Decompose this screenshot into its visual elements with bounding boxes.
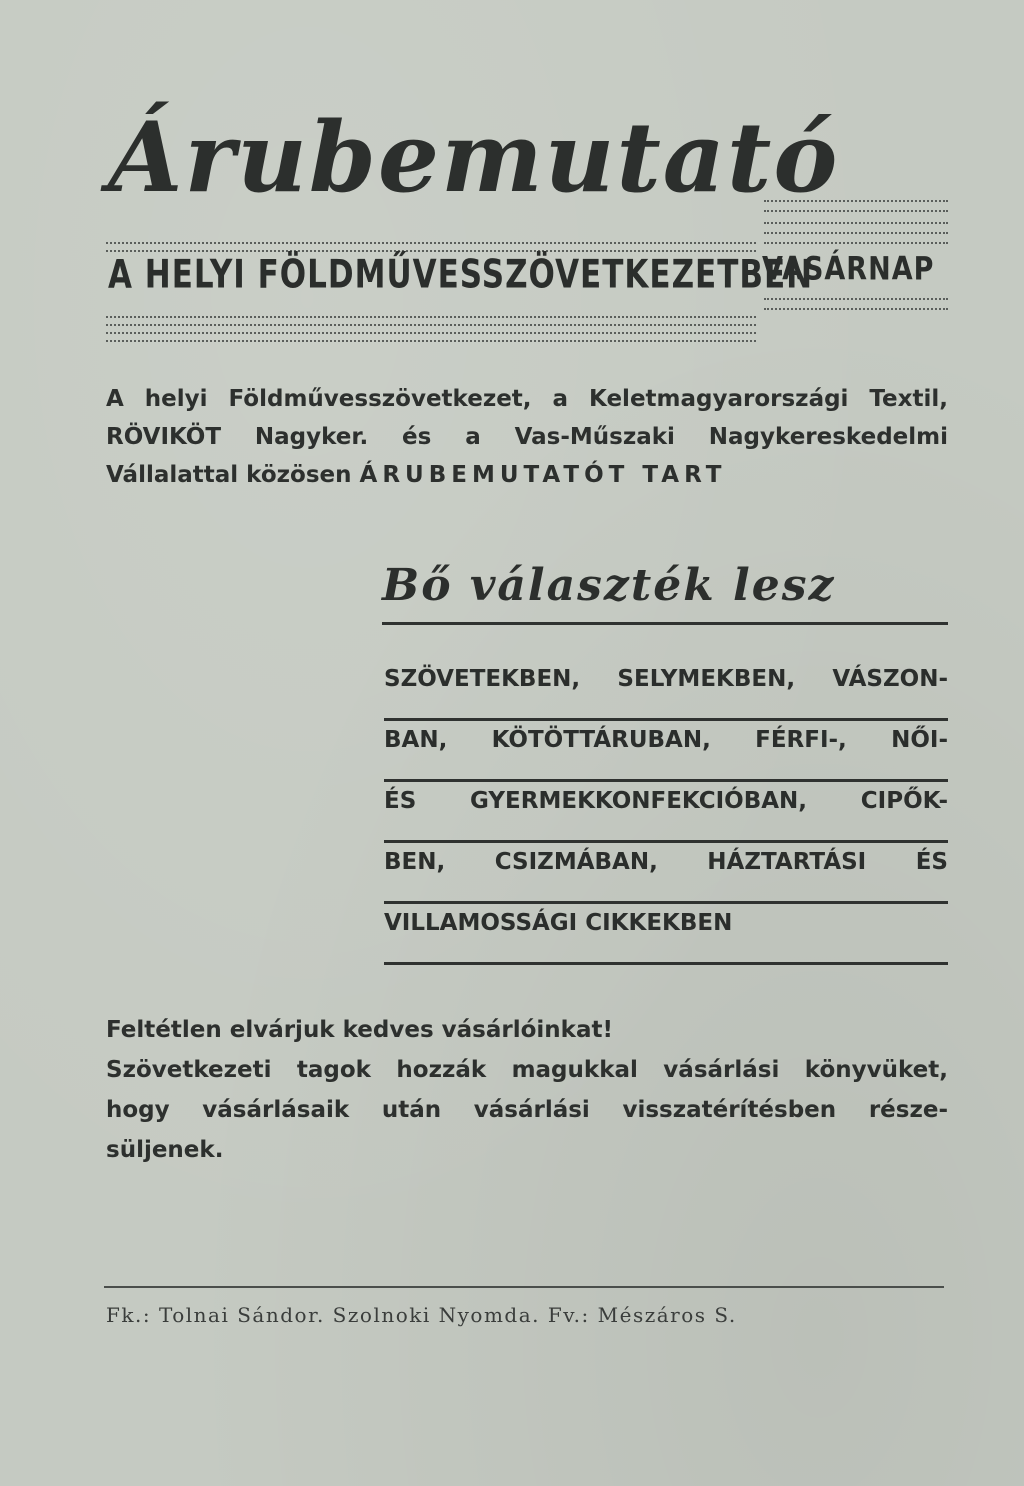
dotted-line: [106, 324, 756, 326]
footer-imprint: Fk.: Tolnai Sándor. Szolnoki Nyomda. Fv.: Mészáros S.: [106, 1303, 737, 1327]
dotted-line: [764, 308, 948, 310]
selection-line: VILLAMOSSÁGI CIKKEKBEN: [384, 904, 948, 965]
intro-line: RÖVIKÖT Nagyker. és a Vas-Műszaki Nagykereskedelmi: [106, 424, 948, 450]
dotted-line: [764, 232, 948, 234]
poster-subtitle: A HELYI FÖLDMŰVESSZÖVETKEZETBEN: [108, 252, 814, 298]
intro-line-start: Vállalattal közösen: [106, 462, 352, 488]
intro-line: [106, 456, 948, 494]
dotted-line: [764, 242, 948, 244]
dotted-line: [764, 200, 948, 202]
dotted-line: [106, 332, 756, 334]
closing-line: Szövetkezeti tagok hozzák magukkal vásárlási könyvüket,: [106, 1057, 948, 1083]
dotted-line: [764, 210, 948, 212]
dotted-line: [764, 298, 948, 300]
closing-paragraph: [106, 1010, 948, 1170]
closing-line: süljenek.: [106, 1137, 224, 1163]
selection-line: SZÖVETEKBEN, SELYMEKBEN, VÁSZON-: [384, 660, 948, 721]
selection-line: BEN, CSIZMÁBAN, HÁZTARTÁSI ÉS: [384, 843, 948, 904]
closing-line: Feltétlen elvárjuk kedves vásárlóinkat!: [106, 1017, 613, 1043]
closing-line: hogy vásárlásaik után vásárlási visszatérítésben része-: [106, 1097, 948, 1123]
selection-list: [384, 660, 948, 965]
selection-line: ÉS GYERMEKKONFEKCIÓBAN, CIPŐK-: [384, 782, 948, 843]
footer-rule: [104, 1286, 944, 1288]
selection-heading: Bő választék lesz: [382, 560, 836, 611]
poster-day: VASÁRNAP: [762, 250, 935, 288]
heading-rule: [382, 622, 948, 625]
poster-title: Árubemutató: [108, 101, 840, 214]
selection-line: BAN, KÖTÖTTÁRUBAN, FÉRFI-, NŐI-: [384, 721, 948, 782]
intro-line-emphasis: ÁRUBEMUTATÓT TART: [359, 462, 727, 488]
intro-line: A helyi Földművesszövetkezet, a Keletmagyarországi Textil,: [106, 386, 948, 412]
dotted-line: [106, 316, 756, 318]
dotted-line: [764, 222, 948, 224]
dotted-line: [106, 340, 756, 342]
intro-paragraph: [106, 380, 948, 494]
